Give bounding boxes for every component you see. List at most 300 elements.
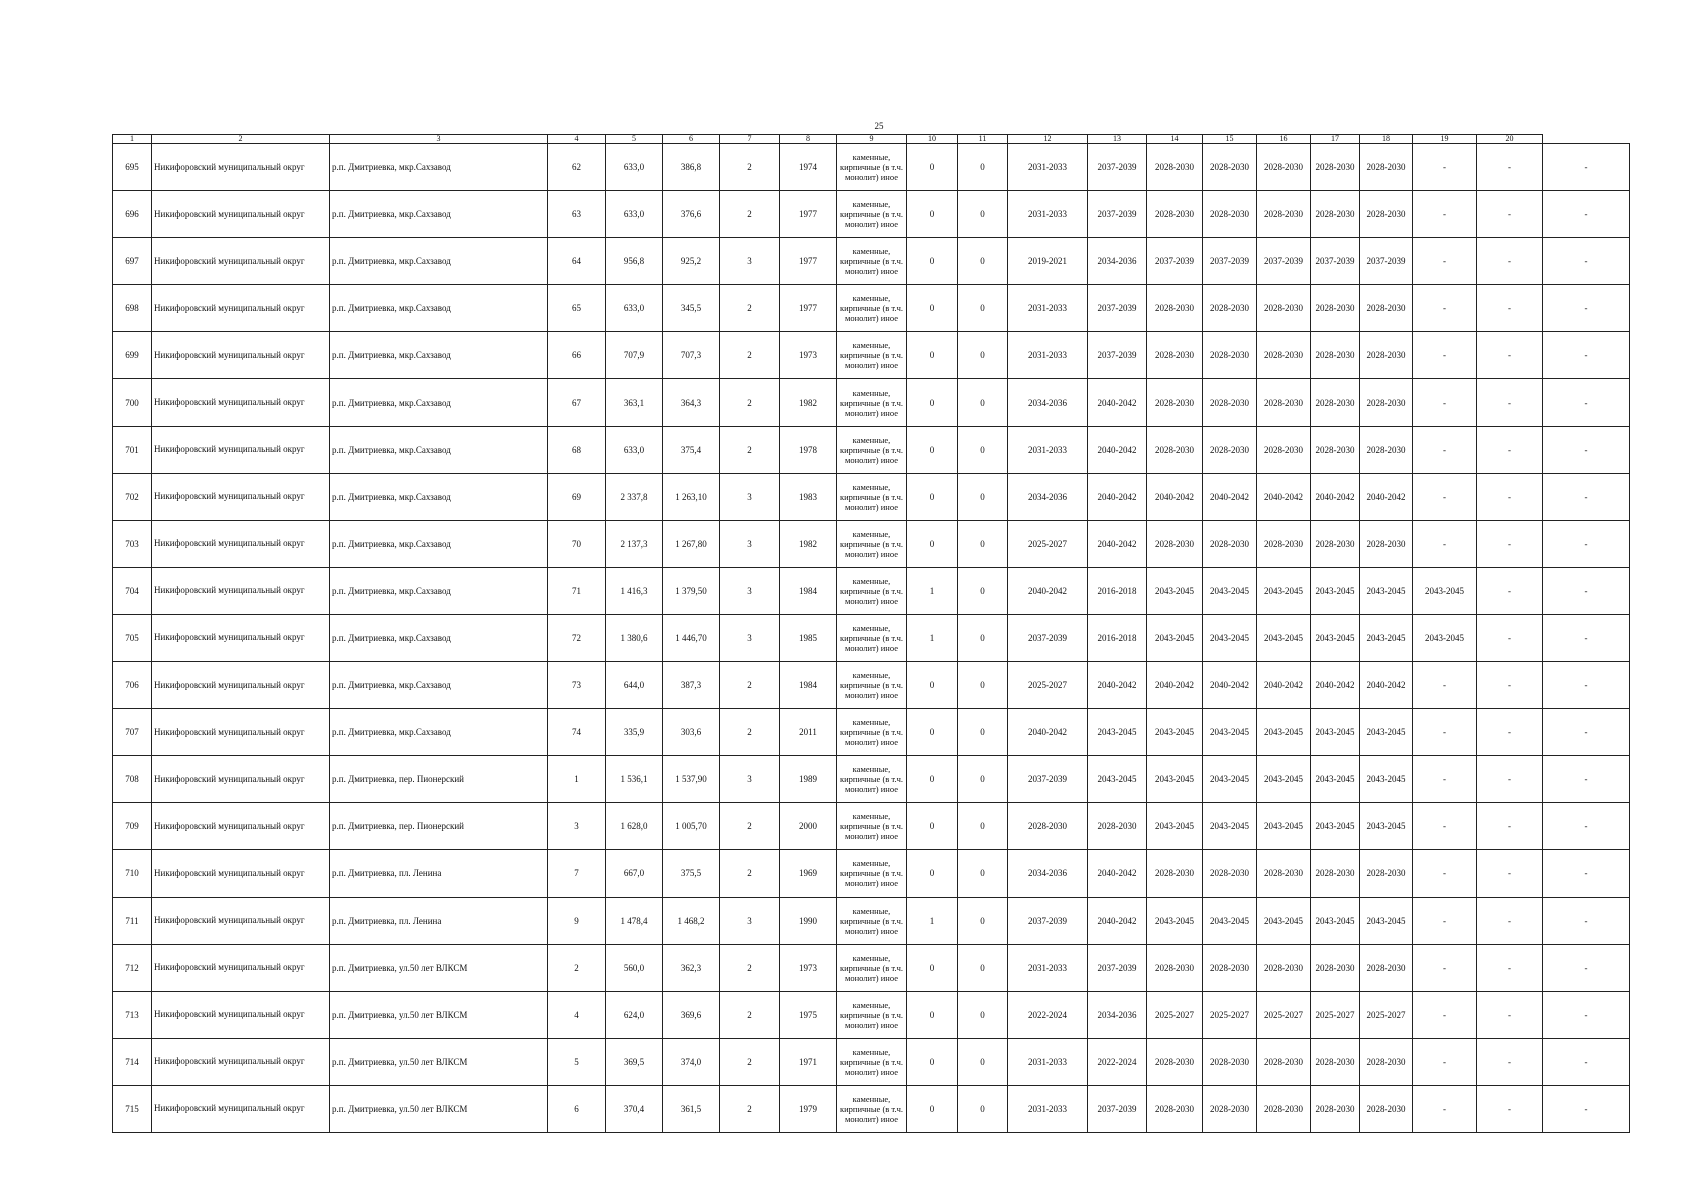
cell-c18: -: [1413, 803, 1477, 850]
cell-material: каменные, кирпичные (в т.ч. монолит) иное: [837, 803, 907, 850]
cell-district: Никифоровский муниципальный округ: [152, 144, 330, 191]
cell-c10: 0: [958, 473, 1008, 520]
cell-c20: -: [1543, 709, 1630, 756]
cell-c17: 2037-2039: [1360, 238, 1413, 285]
cell-c10: 0: [958, 614, 1008, 661]
cell-c15: 2028-2030: [1257, 1085, 1311, 1132]
cell-area-total: 633,0: [606, 426, 663, 473]
cell-c19: -: [1477, 567, 1543, 614]
cell-address: р.п. Дмитриевка, мкр.Сахзавод: [330, 662, 548, 709]
cell-c20: -: [1543, 897, 1630, 944]
cell-material: каменные, кирпичные (в т.ч. монолит) иное: [837, 1038, 907, 1085]
cell-area-living: 374,0: [663, 1038, 720, 1085]
cell-material: каменные, кирпичные (в т.ч. монолит) иное: [837, 144, 907, 191]
cell-material: каменные, кирпичные (в т.ч. монолит) иное: [837, 897, 907, 944]
cell-n: 700: [113, 379, 152, 426]
cell-floors: 2: [720, 379, 780, 426]
cell-c18: -: [1413, 379, 1477, 426]
cell-c17: 2040-2042: [1360, 473, 1413, 520]
cell-c10: 0: [958, 238, 1008, 285]
cell-c16: 2037-2039: [1311, 238, 1360, 285]
cell-c13: 2028-2030: [1147, 850, 1203, 897]
cell-c20: -: [1543, 1038, 1630, 1085]
cell-c13: 2028-2030: [1147, 191, 1203, 238]
cell-district: Никифоровский муниципальный округ: [152, 614, 330, 661]
cell-c11: 2025-2027: [1008, 662, 1088, 709]
cell-floors: 2: [720, 803, 780, 850]
table-row: [113, 332, 1630, 379]
cell-c18: -: [1413, 709, 1477, 756]
cell-district: Никифоровский муниципальный округ: [152, 191, 330, 238]
cell-c15: 2040-2042: [1257, 473, 1311, 520]
cell-c9: 0: [907, 944, 958, 991]
cell-c11: 2031-2033: [1008, 426, 1088, 473]
cell-c14: 2040-2042: [1203, 473, 1257, 520]
cell-c19: -: [1477, 285, 1543, 332]
cell-c12: 2028-2030: [1088, 803, 1147, 850]
cell-c20: -: [1543, 1085, 1630, 1132]
cell-c11: 2022-2024: [1008, 991, 1088, 1038]
cell-c18: -: [1413, 332, 1477, 379]
cell-c18: -: [1413, 1038, 1477, 1085]
cell-year: 1990: [780, 897, 837, 944]
cell-floors: 3: [720, 614, 780, 661]
cell-floors: 3: [720, 756, 780, 803]
cell-address: р.п. Дмитриевка, пл. Ленина: [330, 850, 548, 897]
cell-c17: 2028-2030: [1360, 1085, 1413, 1132]
column-number-12: 12: [1008, 135, 1088, 144]
column-number-15: 15: [1203, 135, 1257, 144]
cell-address: р.п. Дмитриевка, мкр.Сахзавод: [330, 709, 548, 756]
cell-c12: 2016-2018: [1088, 567, 1147, 614]
cell-c12: 2040-2042: [1088, 520, 1147, 567]
cell-area-living: 1 005,70: [663, 803, 720, 850]
cell-c12: 2040-2042: [1088, 426, 1147, 473]
cell-address: р.п. Дмитриевка, мкр.Сахзавод: [330, 614, 548, 661]
cell-c16: 2043-2045: [1311, 897, 1360, 944]
cell-n: 705: [113, 614, 152, 661]
cell-area-total: 667,0: [606, 850, 663, 897]
cell-c11: 2028-2030: [1008, 803, 1088, 850]
cell-c14: 2028-2030: [1203, 944, 1257, 991]
cell-address: р.п. Дмитриевка, ул.50 лет ВЛКСМ: [330, 1038, 548, 1085]
cell-material: каменные, кирпичные (в т.ч. монолит) иное: [837, 285, 907, 332]
cell-c10: 0: [958, 1038, 1008, 1085]
cell-c10: 0: [958, 991, 1008, 1038]
cell-district: Никифоровский муниципальный округ: [152, 379, 330, 426]
cell-c19: -: [1477, 1038, 1543, 1085]
cell-c18: -: [1413, 520, 1477, 567]
cell-address: р.п. Дмитриевка, ул.50 лет ВЛКСМ: [330, 1085, 548, 1132]
cell-house: 2: [548, 944, 606, 991]
cell-c13: 2040-2042: [1147, 473, 1203, 520]
cell-c19: -: [1477, 944, 1543, 991]
cell-c14: 2025-2027: [1203, 991, 1257, 1038]
cell-c19: -: [1477, 662, 1543, 709]
cell-address: р.п. Дмитриевка, мкр.Сахзавод: [330, 520, 548, 567]
cell-c18: -: [1413, 850, 1477, 897]
cell-c12: 2037-2039: [1088, 191, 1147, 238]
cell-house: 66: [548, 332, 606, 379]
cell-c16: 2043-2045: [1311, 756, 1360, 803]
cell-c16: 2028-2030: [1311, 379, 1360, 426]
column-number-16: 16: [1257, 135, 1311, 144]
cell-n: 706: [113, 662, 152, 709]
cell-year: 1977: [780, 191, 837, 238]
table-row: [113, 803, 1630, 850]
cell-c20: -: [1543, 238, 1630, 285]
cell-c13: 2043-2045: [1147, 614, 1203, 661]
cell-house: 4: [548, 991, 606, 1038]
cell-c17: 2028-2030: [1360, 285, 1413, 332]
cell-area-living: 1 263,10: [663, 473, 720, 520]
cell-material: каменные, кирпичные (в т.ч. монолит) иное: [837, 332, 907, 379]
cell-c19: -: [1477, 473, 1543, 520]
cell-c20: -: [1543, 567, 1630, 614]
cell-address: р.п. Дмитриевка, мкр.Сахзавод: [330, 426, 548, 473]
cell-c17: 2028-2030: [1360, 426, 1413, 473]
cell-area-total: 560,0: [606, 944, 663, 991]
cell-c13: 2040-2042: [1147, 662, 1203, 709]
cell-c15: 2043-2045: [1257, 897, 1311, 944]
column-number-20: 20: [1477, 135, 1543, 144]
cell-c10: 0: [958, 944, 1008, 991]
cell-c10: 0: [958, 709, 1008, 756]
cell-area-total: 624,0: [606, 991, 663, 1038]
cell-c16: 2028-2030: [1311, 1038, 1360, 1085]
cell-c14: 2043-2045: [1203, 614, 1257, 661]
cell-c10: 0: [958, 1085, 1008, 1132]
cell-c9: 0: [907, 756, 958, 803]
cell-year: 1974: [780, 144, 837, 191]
cell-c12: 2040-2042: [1088, 662, 1147, 709]
cell-c14: 2043-2045: [1203, 897, 1257, 944]
cell-c11: 2037-2039: [1008, 897, 1088, 944]
cell-c16: 2043-2045: [1311, 709, 1360, 756]
cell-floors: 2: [720, 144, 780, 191]
cell-c14: 2043-2045: [1203, 709, 1257, 756]
cell-c19: -: [1477, 520, 1543, 567]
cell-floors: 2: [720, 709, 780, 756]
cell-c19: -: [1477, 991, 1543, 1038]
cell-c12: 2040-2042: [1088, 473, 1147, 520]
table-row: [113, 473, 1630, 520]
cell-c17: 2028-2030: [1360, 944, 1413, 991]
cell-c13: 2028-2030: [1147, 1038, 1203, 1085]
cell-c13: 2037-2039: [1147, 238, 1203, 285]
cell-area-living: 707,3: [663, 332, 720, 379]
cell-c12: 2040-2042: [1088, 379, 1147, 426]
cell-n: 710: [113, 850, 152, 897]
cell-n: 704: [113, 567, 152, 614]
cell-c19: -: [1477, 144, 1543, 191]
cell-c14: 2043-2045: [1203, 756, 1257, 803]
cell-floors: 2: [720, 426, 780, 473]
cell-address: р.п. Дмитриевка, мкр.Сахзавод: [330, 473, 548, 520]
cell-c14: 2028-2030: [1203, 332, 1257, 379]
table-row: [113, 567, 1630, 614]
cell-c13: 2028-2030: [1147, 1085, 1203, 1132]
cell-c10: 0: [958, 191, 1008, 238]
cell-n: 707: [113, 709, 152, 756]
cell-c11: 2031-2033: [1008, 144, 1088, 191]
cell-c9: 0: [907, 991, 958, 1038]
cell-material: каменные, кирпичные (в т.ч. монолит) иное: [837, 238, 907, 285]
cell-district: Никифоровский муниципальный округ: [152, 803, 330, 850]
cell-c12: 2040-2042: [1088, 897, 1147, 944]
cell-c19: -: [1477, 897, 1543, 944]
cell-address: р.п. Дмитриевка, пл. Ленина: [330, 897, 548, 944]
cell-c15: 2028-2030: [1257, 285, 1311, 332]
cell-n: 713: [113, 991, 152, 1038]
cell-c15: 2025-2027: [1257, 991, 1311, 1038]
cell-c19: -: [1477, 803, 1543, 850]
cell-area-total: 707,9: [606, 332, 663, 379]
cell-c15: 2028-2030: [1257, 944, 1311, 991]
cell-c20: -: [1543, 991, 1630, 1038]
cell-house: 9: [548, 897, 606, 944]
cell-c18: -: [1413, 897, 1477, 944]
cell-address: р.п. Дмитриевка, ул.50 лет ВЛКСМ: [330, 944, 548, 991]
table-row: [113, 897, 1630, 944]
cell-c12: 2037-2039: [1088, 285, 1147, 332]
cell-c14: 2028-2030: [1203, 144, 1257, 191]
cell-floors: 2: [720, 191, 780, 238]
cell-c15: 2043-2045: [1257, 614, 1311, 661]
cell-district: Никифоровский муниципальный округ: [152, 426, 330, 473]
cell-c16: 2028-2030: [1311, 285, 1360, 332]
cell-c14: 2028-2030: [1203, 426, 1257, 473]
cell-area-living: 375,4: [663, 426, 720, 473]
cell-c17: 2025-2027: [1360, 991, 1413, 1038]
cell-c19: -: [1477, 756, 1543, 803]
cell-c18: -: [1413, 1085, 1477, 1132]
cell-c11: 2037-2039: [1008, 614, 1088, 661]
cell-n: 712: [113, 944, 152, 991]
cell-district: Никифоровский муниципальный округ: [152, 662, 330, 709]
cell-c15: 2040-2042: [1257, 662, 1311, 709]
cell-material: каменные, кирпичные (в т.ч. монолит) иное: [837, 850, 907, 897]
cell-c19: -: [1477, 1085, 1543, 1132]
cell-c9: 0: [907, 332, 958, 379]
cell-year: 1983: [780, 473, 837, 520]
cell-year: 1969: [780, 850, 837, 897]
cell-c16: 2043-2045: [1311, 567, 1360, 614]
cell-c16: 2040-2042: [1311, 662, 1360, 709]
cell-area-total: 2 337,8: [606, 473, 663, 520]
cell-c18: -: [1413, 426, 1477, 473]
cell-c9: 0: [907, 238, 958, 285]
cell-c17: 2028-2030: [1360, 379, 1413, 426]
cell-year: 2000: [780, 803, 837, 850]
cell-c15: 2043-2045: [1257, 803, 1311, 850]
cell-district: Никифоровский муниципальный округ: [152, 1085, 330, 1132]
cell-c19: -: [1477, 379, 1543, 426]
cell-material: каменные, кирпичные (в т.ч. монолит) иное: [837, 520, 907, 567]
cell-area-total: 644,0: [606, 662, 663, 709]
table-row: [113, 1038, 1630, 1085]
cell-c13: 2028-2030: [1147, 944, 1203, 991]
cell-area-total: 956,8: [606, 238, 663, 285]
cell-district: Никифоровский муниципальный округ: [152, 709, 330, 756]
cell-c15: 2028-2030: [1257, 520, 1311, 567]
cell-n: 701: [113, 426, 152, 473]
cell-address: р.п. Дмитриевка, пер. Пионерский: [330, 803, 548, 850]
column-number-4: 4: [548, 135, 606, 144]
cell-area-living: 303,6: [663, 709, 720, 756]
cell-c11: 2025-2027: [1008, 520, 1088, 567]
cell-house: 1: [548, 756, 606, 803]
cell-c11: 2019-2021: [1008, 238, 1088, 285]
cell-house: 69: [548, 473, 606, 520]
cell-house: 72: [548, 614, 606, 661]
cell-area-living: 361,5: [663, 1085, 720, 1132]
table-body: [113, 135, 1630, 1133]
cell-c20: -: [1543, 662, 1630, 709]
table-row: [113, 1085, 1630, 1132]
cell-area-total: 633,0: [606, 191, 663, 238]
cell-c9: 0: [907, 803, 958, 850]
cell-area-living: 362,3: [663, 944, 720, 991]
cell-c14: 2028-2030: [1203, 520, 1257, 567]
cell-house: 64: [548, 238, 606, 285]
cell-district: Никифоровский муниципальный округ: [152, 520, 330, 567]
cell-c16: 2028-2030: [1311, 1085, 1360, 1132]
column-number-3: 3: [330, 135, 548, 144]
cell-material: каменные, кирпичные (в т.ч. монолит) иное: [837, 1085, 907, 1132]
cell-area-total: 370,4: [606, 1085, 663, 1132]
housing-register-table: [112, 134, 1630, 1133]
cell-c17: 2043-2045: [1360, 567, 1413, 614]
column-number-9: 9: [837, 135, 907, 144]
column-number-2: 2: [152, 135, 330, 144]
page-number: 25: [874, 121, 884, 131]
table-row: [113, 285, 1630, 332]
cell-c19: -: [1477, 238, 1543, 285]
cell-c13: 2028-2030: [1147, 520, 1203, 567]
cell-c10: 0: [958, 897, 1008, 944]
cell-n: 709: [113, 803, 152, 850]
cell-c17: 2043-2045: [1360, 756, 1413, 803]
column-number-14: 14: [1147, 135, 1203, 144]
cell-c16: 2028-2030: [1311, 191, 1360, 238]
table-row: [113, 991, 1630, 1038]
cell-c20: -: [1543, 379, 1630, 426]
cell-area-living: 375,5: [663, 850, 720, 897]
cell-district: Никифоровский муниципальный округ: [152, 567, 330, 614]
cell-year: 1973: [780, 944, 837, 991]
cell-address: р.п. Дмитриевка, мкр.Сахзавод: [330, 332, 548, 379]
cell-c10: 0: [958, 144, 1008, 191]
cell-c13: 2043-2045: [1147, 803, 1203, 850]
cell-c19: -: [1477, 191, 1543, 238]
table-row: [113, 756, 1630, 803]
cell-material: каменные, кирпичные (в т.ч. монолит) иное: [837, 614, 907, 661]
cell-c18: -: [1413, 191, 1477, 238]
cell-c19: -: [1477, 426, 1543, 473]
cell-c9: 0: [907, 1038, 958, 1085]
column-number-10: 10: [907, 135, 958, 144]
cell-area-total: 363,1: [606, 379, 663, 426]
cell-house: 68: [548, 426, 606, 473]
cell-area-total: 1 380,6: [606, 614, 663, 661]
column-number-19: 19: [1413, 135, 1477, 144]
cell-c9: 0: [907, 1085, 958, 1132]
cell-c12: 2040-2042: [1088, 850, 1147, 897]
cell-c12: 2037-2039: [1088, 144, 1147, 191]
cell-floors: 3: [720, 567, 780, 614]
cell-material: каменные, кирпичные (в т.ч. монолит) иное: [837, 709, 907, 756]
cell-district: Никифоровский муниципальный округ: [152, 944, 330, 991]
cell-n: 698: [113, 285, 152, 332]
cell-c18: -: [1413, 473, 1477, 520]
cell-year: 2011: [780, 709, 837, 756]
cell-c15: 2028-2030: [1257, 191, 1311, 238]
cell-c16: 2025-2027: [1311, 991, 1360, 1038]
cell-area-total: 369,5: [606, 1038, 663, 1085]
cell-floors: 2: [720, 332, 780, 379]
cell-c14: 2043-2045: [1203, 567, 1257, 614]
cell-c13: 2028-2030: [1147, 144, 1203, 191]
cell-c17: 2028-2030: [1360, 1038, 1413, 1085]
cell-c15: 2028-2030: [1257, 1038, 1311, 1085]
cell-c11: 2031-2033: [1008, 944, 1088, 991]
cell-c14: 2028-2030: [1203, 850, 1257, 897]
cell-year: 1982: [780, 520, 837, 567]
cell-material: каменные, кирпичные (в т.ч. монолит) иное: [837, 379, 907, 426]
cell-address: р.п. Дмитриевка, мкр.Сахзавод: [330, 379, 548, 426]
cell-c19: -: [1477, 709, 1543, 756]
cell-c18: -: [1413, 944, 1477, 991]
cell-c11: 2034-2036: [1008, 850, 1088, 897]
cell-c12: 2043-2045: [1088, 709, 1147, 756]
cell-house: 73: [548, 662, 606, 709]
cell-c14: 2028-2030: [1203, 285, 1257, 332]
cell-c10: 0: [958, 285, 1008, 332]
cell-c15: 2043-2045: [1257, 567, 1311, 614]
cell-c20: -: [1543, 850, 1630, 897]
cell-c13: 2028-2030: [1147, 285, 1203, 332]
cell-c15: 2028-2030: [1257, 379, 1311, 426]
cell-year: 1977: [780, 238, 837, 285]
cell-c15: 2043-2045: [1257, 756, 1311, 803]
cell-c13: 2028-2030: [1147, 426, 1203, 473]
cell-c10: 0: [958, 803, 1008, 850]
cell-area-living: 376,6: [663, 191, 720, 238]
cell-house: 67: [548, 379, 606, 426]
cell-address: р.п. Дмитриевка, мкр.Сахзавод: [330, 191, 548, 238]
cell-c16: 2028-2030: [1311, 850, 1360, 897]
column-number-row: [113, 135, 1630, 144]
cell-year: 1984: [780, 662, 837, 709]
cell-district: Никифоровский муниципальный округ: [152, 1038, 330, 1085]
cell-c14: 2037-2039: [1203, 238, 1257, 285]
cell-area-living: 386,8: [663, 144, 720, 191]
cell-c10: 0: [958, 332, 1008, 379]
cell-c11: 2037-2039: [1008, 756, 1088, 803]
cell-c19: -: [1477, 850, 1543, 897]
cell-c20: -: [1543, 426, 1630, 473]
cell-floors: 3: [720, 473, 780, 520]
table-row: [113, 709, 1630, 756]
cell-c16: 2028-2030: [1311, 144, 1360, 191]
cell-c9: 1: [907, 614, 958, 661]
cell-c17: 2028-2030: [1360, 520, 1413, 567]
cell-c9: 0: [907, 662, 958, 709]
column-number-13: 13: [1088, 135, 1147, 144]
cell-c11: 2031-2033: [1008, 1085, 1088, 1132]
cell-n: 703: [113, 520, 152, 567]
